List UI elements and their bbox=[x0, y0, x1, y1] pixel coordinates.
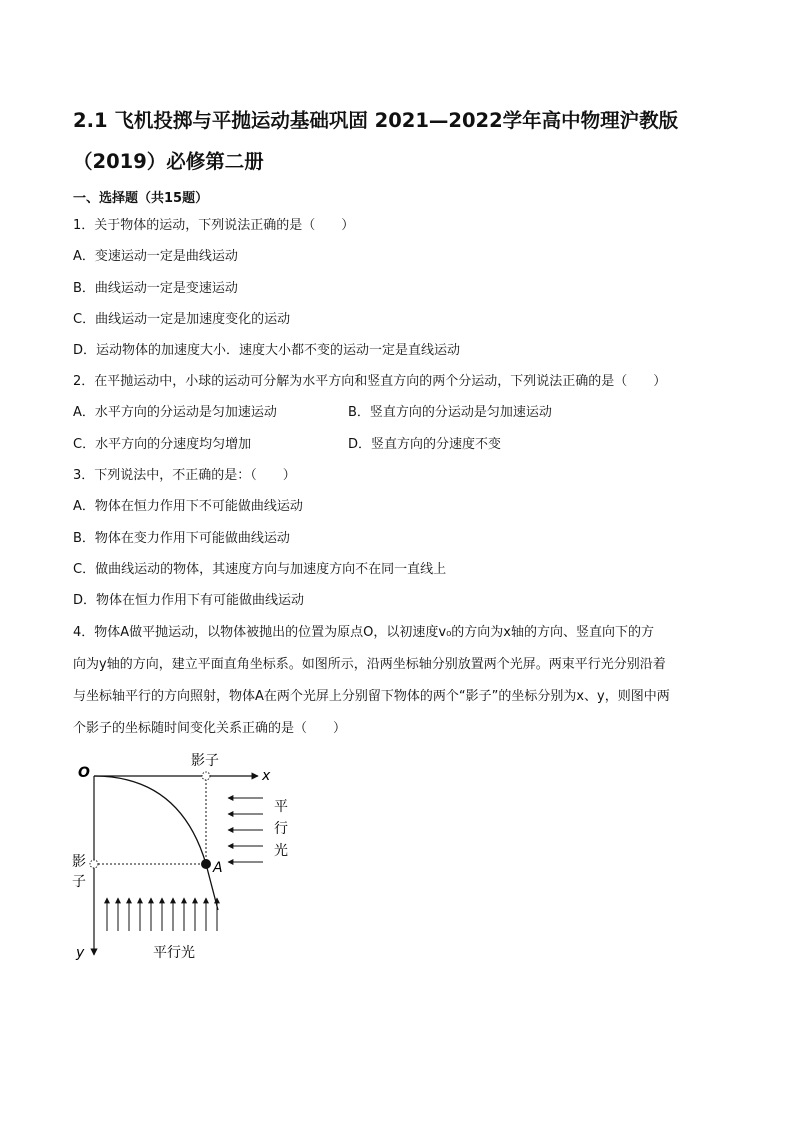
q1-stem: 1．关于物体的运动，下列说法正确的是（ ） bbox=[73, 218, 355, 233]
q1-option-d: D．运动物体的加速度大小．速度大小都不变的运动一定是直线运动 bbox=[73, 343, 461, 358]
q4-stem bbox=[73, 617, 723, 745]
origin-label: O bbox=[78, 765, 90, 781]
q3-stem: 3．下列说法中，不正确的是：（ ） bbox=[73, 468, 296, 483]
q2-option-a: A．水平方向的分运动是匀加速运动 bbox=[73, 405, 277, 420]
q4-line-4: 个影子的坐标随时间变化关系正确的是（ ） bbox=[73, 721, 347, 736]
title-line-1: 2.1 飞机投掷与平抛运动基础巩固 2021—2022学年高中物理沪教版 bbox=[73, 109, 679, 132]
q4-line-1: 4．物体A做平抛运动，以物体被抛出的位置为原点O，以初速度v₀的方向为x轴的方向、竖直向下的方 bbox=[73, 625, 654, 640]
q2-stem: 2．在平抛运动中，小球的运动可分解为水平方向和竖直方向的两个分运动，下列说法正确的是（ ） bbox=[73, 374, 667, 389]
bottom-light-label: 平行光 bbox=[153, 945, 195, 961]
q2-option-c: C．水平方向的分速度均匀增加 bbox=[73, 437, 252, 452]
top-shadow-label: 影子 bbox=[191, 753, 219, 769]
right-light-arrows bbox=[228, 798, 263, 862]
q3-option-a: A．物体在恒力作用下不可能做曲线运动 bbox=[73, 499, 303, 514]
bottom-light-arrows bbox=[107, 898, 217, 931]
q3-option-d: D．物体在恒力作用下有可能做曲线运动 bbox=[73, 593, 305, 608]
projectile-figure bbox=[60, 745, 320, 970]
right-light-label-1: 平 bbox=[274, 799, 288, 815]
point-a-label: A bbox=[213, 860, 223, 876]
left-shadow-label-1: 影 bbox=[72, 854, 86, 870]
right-light-label-3: 光 bbox=[274, 843, 288, 859]
q1-option-a: A．变速运动一定是曲线运动 bbox=[73, 249, 238, 264]
y-axis-label: y bbox=[76, 945, 85, 961]
document-title bbox=[73, 100, 723, 182]
right-light-label-2: 行 bbox=[274, 821, 288, 837]
q3-option-b: B．物体在变力作用下可能做曲线运动 bbox=[73, 531, 290, 546]
x-axis-label: x bbox=[262, 768, 271, 784]
q3-option-c: C．做曲线运动的物体，其速度方向与加速度方向不在同一直线上 bbox=[73, 562, 447, 577]
left-shadow-label-2: 子 bbox=[72, 874, 86, 890]
section-heading: 一、选择题（共15题） bbox=[73, 191, 209, 206]
object-a-dot bbox=[201, 859, 211, 869]
q4-line-3: 与坐标轴平行的方向照射，物体A在两个光屏上分别留下物体的两个“影子”的坐标分别为x、y，则图中两 bbox=[73, 689, 670, 704]
top-shadow-marker bbox=[202, 772, 210, 780]
q1-option-b: B．曲线运动一定是变速运动 bbox=[73, 281, 238, 296]
q2-option-b: B．竖直方向的分运动是匀加速运动 bbox=[348, 405, 552, 420]
trajectory-curve bbox=[94, 776, 218, 910]
left-shadow-marker bbox=[90, 860, 98, 868]
q4-line-2: 向为y轴的方向，建立平面直角坐标系。如图所示，沿两坐标轴分别放置两个光屏。两束平行光分别沿着 bbox=[73, 657, 666, 672]
q1-option-c: C．曲线运动一定是加速度变化的运动 bbox=[73, 312, 291, 327]
q2-option-d: D．竖直方向的分速度不变 bbox=[348, 437, 502, 452]
title-line-2: （2019）必修第二册 bbox=[73, 150, 264, 173]
